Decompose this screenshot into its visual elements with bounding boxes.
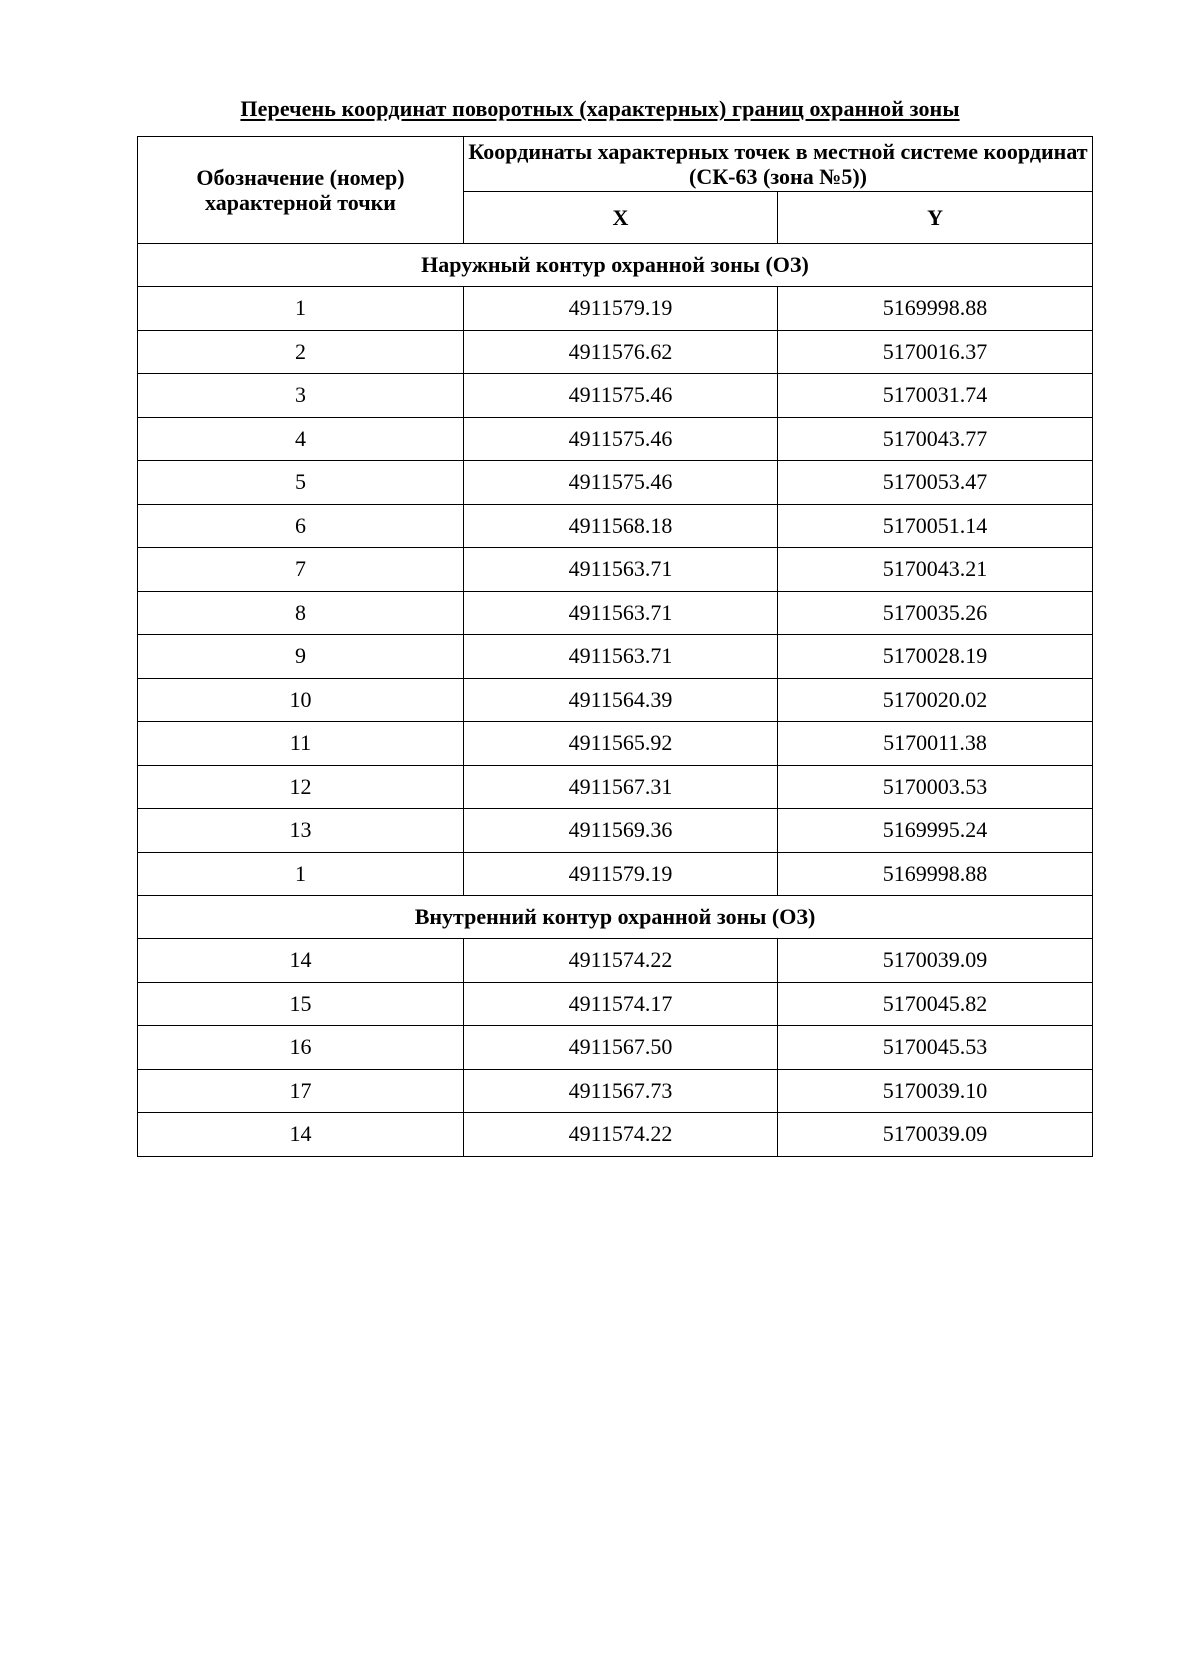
section-row: [138, 896, 1093, 939]
x-coordinate-cell: 4911569.36: [464, 809, 778, 853]
point-number-cell: 17: [138, 1069, 464, 1113]
x-coordinate-cell: 4911575.46: [464, 417, 778, 461]
table-row: [138, 1113, 1093, 1157]
y-coordinate-cell: 5170039.09: [778, 939, 1093, 983]
x-coordinate-cell: 4911567.73: [464, 1069, 778, 1113]
x-coordinate-cell: 4911579.19: [464, 287, 778, 331]
section-title: Наружный контур охранной зоны (ОЗ): [138, 244, 1093, 287]
x-coordinate-cell: 4911563.71: [464, 548, 778, 592]
x-coordinate-cell: 4911567.31: [464, 765, 778, 809]
y-coordinate-cell: 5170053.47: [778, 461, 1093, 505]
table-row: [138, 591, 1093, 635]
point-number-cell: 3: [138, 374, 464, 418]
y-coordinate-cell: 5170035.26: [778, 591, 1093, 635]
point-number-cell: 1: [138, 852, 464, 896]
x-coordinate-cell: 4911563.71: [464, 591, 778, 635]
point-number-cell: 4: [138, 417, 464, 461]
section-title: Внутренний контур охранной зоны (ОЗ): [138, 896, 1093, 939]
x-column-header: X: [464, 192, 778, 244]
table-row: [138, 1069, 1093, 1113]
x-coordinate-cell: 4911575.46: [464, 461, 778, 505]
table-row: [138, 722, 1093, 766]
table-row: [138, 417, 1093, 461]
table-row: [138, 635, 1093, 679]
point-number-cell: 7: [138, 548, 464, 592]
table-row: [138, 852, 1093, 896]
point-number-cell: 1: [138, 287, 464, 331]
coordinates-header: Координаты характерных точек в местной системе координат (СК-63 (зона №5)): [464, 137, 1093, 192]
y-coordinate-cell: 5170020.02: [778, 678, 1093, 722]
point-number-cell: 14: [138, 939, 464, 983]
point-number-cell: 13: [138, 809, 464, 853]
x-coordinate-cell: 4911565.92: [464, 722, 778, 766]
table-row: [138, 939, 1093, 983]
x-coordinate-cell: 4911579.19: [464, 852, 778, 896]
point-number-cell: 8: [138, 591, 464, 635]
x-coordinate-cell: 4911568.18: [464, 504, 778, 548]
point-number-cell: 2: [138, 330, 464, 374]
point-number-cell: 10: [138, 678, 464, 722]
table-row: [138, 287, 1093, 331]
x-coordinate-cell: 4911574.17: [464, 982, 778, 1026]
x-coordinate-cell: 4911575.46: [464, 374, 778, 418]
y-coordinate-cell: 5170039.10: [778, 1069, 1093, 1113]
y-coordinate-cell: 5170028.19: [778, 635, 1093, 679]
y-coordinate-cell: 5170003.53: [778, 765, 1093, 809]
point-number-cell: 14: [138, 1113, 464, 1157]
point-number-cell: 15: [138, 982, 464, 1026]
y-coordinate-cell: 5170045.82: [778, 982, 1093, 1026]
table-row: [138, 809, 1093, 853]
x-coordinate-cell: 4911576.62: [464, 330, 778, 374]
x-coordinate-cell: 4911574.22: [464, 1113, 778, 1157]
table-row: [138, 330, 1093, 374]
table-row: [138, 1026, 1093, 1070]
table-header: [138, 137, 1093, 244]
section-row: [138, 244, 1093, 287]
x-coordinate-cell: 4911574.22: [464, 939, 778, 983]
table-row: [138, 504, 1093, 548]
table-body: [138, 244, 1093, 1157]
point-number-cell: 9: [138, 635, 464, 679]
y-coordinate-cell: 5170051.14: [778, 504, 1093, 548]
y-coordinate-cell: 5170016.37: [778, 330, 1093, 374]
y-coordinate-cell: 5170039.09: [778, 1113, 1093, 1157]
table-row: [138, 548, 1093, 592]
point-number-cell: 12: [138, 765, 464, 809]
x-coordinate-cell: 4911567.50: [464, 1026, 778, 1070]
table-row: [138, 374, 1093, 418]
table-row: [138, 678, 1093, 722]
coordinates-table: [137, 136, 1093, 1157]
y-coordinate-cell: 5169998.88: [778, 852, 1093, 896]
table-row: [138, 461, 1093, 505]
y-coordinate-cell: 5170031.74: [778, 374, 1093, 418]
table-row: [138, 982, 1093, 1026]
x-coordinate-cell: 4911563.71: [464, 635, 778, 679]
point-number-cell: 6: [138, 504, 464, 548]
y-coordinate-cell: 5170043.21: [778, 548, 1093, 592]
y-column-header: Y: [778, 192, 1093, 244]
y-coordinate-cell: 5169995.24: [778, 809, 1093, 853]
document-title: Перечень координат поворотных (характерных) границ охранной зоны: [240, 96, 960, 121]
y-coordinate-cell: 5170045.53: [778, 1026, 1093, 1070]
y-coordinate-cell: 5170011.38: [778, 722, 1093, 766]
x-coordinate-cell: 4911564.39: [464, 678, 778, 722]
point-number-header: Обозначение (номер) характерной точки: [138, 137, 464, 244]
point-number-cell: 11: [138, 722, 464, 766]
point-number-cell: 16: [138, 1026, 464, 1070]
y-coordinate-cell: 5169998.88: [778, 287, 1093, 331]
point-number-cell: 5: [138, 461, 464, 505]
table-row: [138, 765, 1093, 809]
y-coordinate-cell: 5170043.77: [778, 417, 1093, 461]
